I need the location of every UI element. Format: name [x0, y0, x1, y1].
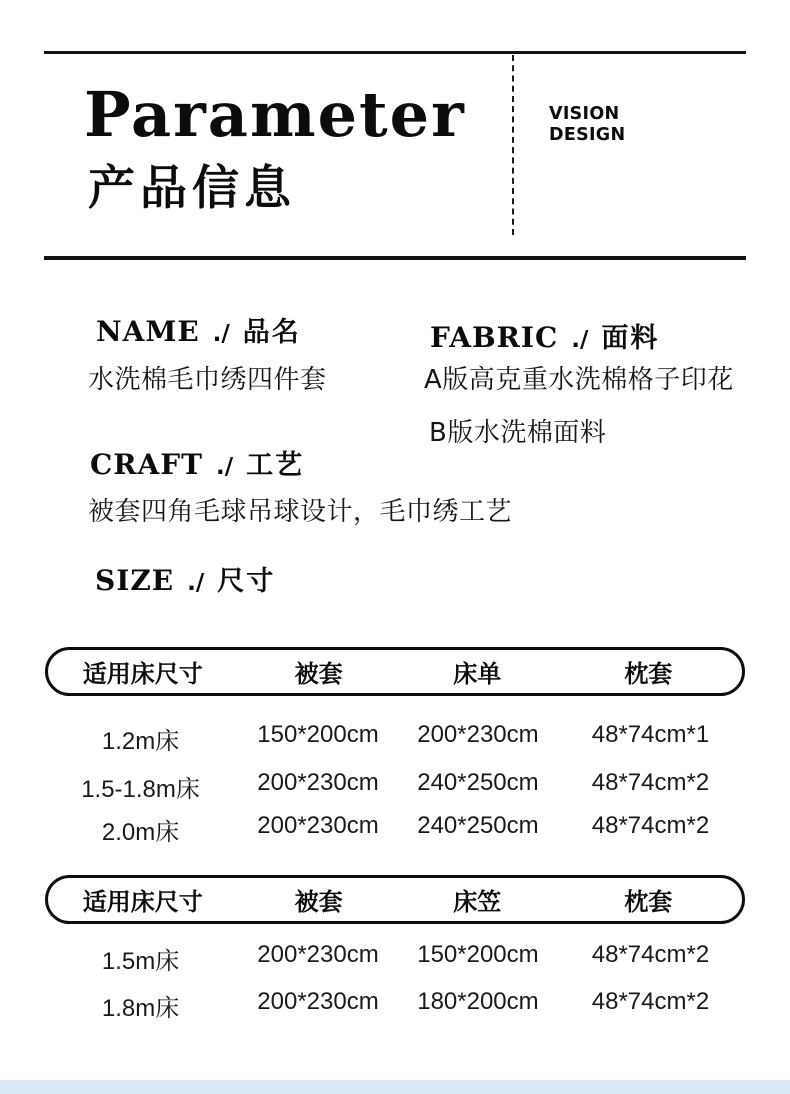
- table-header-cell: 被套: [294, 888, 343, 916]
- craft-label-zh: 工艺: [246, 450, 305, 481]
- name-value: 水洗棉毛巾绣四件套: [88, 365, 327, 395]
- craft-value: 被套四角毛球吊球设计，毛巾绣工艺: [88, 497, 513, 527]
- table-header-cell: 枕套: [624, 660, 673, 688]
- table-cell: 2.0m床: [101, 819, 180, 846]
- craft-separator: ./: [216, 454, 234, 480]
- table-cell: 1.5-1.8m床: [81, 776, 200, 803]
- table-header-cell: 枕套: [624, 888, 673, 916]
- table-cell: 200*230cm: [257, 812, 379, 839]
- table-row: [45, 721, 745, 756]
- fabric-label-en: FABRIC: [430, 321, 559, 354]
- table-cell: 200*230cm: [257, 988, 379, 1015]
- brand-line2: DESIGN: [549, 124, 626, 145]
- fabric-value-line-a: A版高克重水洗棉格子印花: [424, 365, 734, 395]
- table-cell: 150*200cm: [417, 941, 539, 968]
- footer-accent-bar: [0, 1080, 790, 1094]
- table-row: [45, 941, 745, 976]
- table-row: [45, 812, 745, 847]
- table-cell: 48*74cm*2: [591, 812, 710, 839]
- table-header-cell: 被套: [294, 660, 343, 688]
- fabric-label-zh: 面料: [601, 323, 660, 354]
- table-cell: 48*74cm*2: [591, 941, 710, 968]
- table-cell: 200*230cm: [257, 941, 379, 968]
- table-cell: 200*230cm: [257, 769, 379, 796]
- table-cell: 1.8m床: [101, 995, 180, 1022]
- table-row: [45, 988, 745, 1023]
- section-heading-fabric: [430, 316, 659, 355]
- brand-line1: VISION: [549, 104, 620, 124]
- table-cell: 48*74cm*2: [591, 988, 710, 1015]
- craft-label-en: CRAFT: [90, 448, 203, 481]
- page-title-zh: 产品信息: [88, 161, 296, 216]
- size-label-en: SIZE: [95, 564, 175, 597]
- table-header-cell: 适用床尺寸: [82, 888, 203, 916]
- table-cell: 1.5m床: [101, 948, 180, 975]
- table-header-cell: 床笠: [453, 888, 502, 916]
- table-cell: 180*200cm: [417, 988, 539, 1015]
- name-label-zh: 品名: [242, 317, 301, 348]
- table-header-cell: 适用床尺寸: [82, 660, 203, 688]
- page-title-en: Parameter: [84, 78, 466, 151]
- section-heading-craft: [90, 443, 304, 482]
- table-header-cell: 床单: [453, 660, 502, 688]
- name-label-en: NAME: [96, 315, 200, 348]
- brand-logo: [549, 104, 625, 145]
- table-cell: 48*74cm*2: [591, 769, 710, 796]
- fabric-value-line-b: B版水洗棉面料: [429, 418, 607, 448]
- table-cell: 200*230cm: [417, 721, 539, 748]
- header-dashed-divider: [512, 55, 514, 235]
- size-label-zh: 尺寸: [217, 566, 276, 597]
- table-cell: 1.2m床: [101, 728, 180, 755]
- fabric-separator: ./: [571, 327, 589, 353]
- table-cell: 48*74cm*1: [591, 721, 710, 748]
- section-heading-name: [96, 310, 301, 349]
- table-cell: 240*250cm: [417, 812, 539, 839]
- table-row: [45, 769, 745, 804]
- table-cell: 240*250cm: [417, 769, 539, 796]
- size-table-2-header: [45, 875, 745, 924]
- name-separator: ./: [212, 321, 230, 347]
- size-separator: ./: [187, 570, 205, 596]
- size-table-1-header: [45, 647, 745, 696]
- header-bottom-rule: [44, 256, 746, 260]
- table-cell: 150*200cm: [257, 721, 379, 748]
- header-top-rule: [44, 51, 746, 54]
- section-heading-size: [95, 559, 275, 598]
